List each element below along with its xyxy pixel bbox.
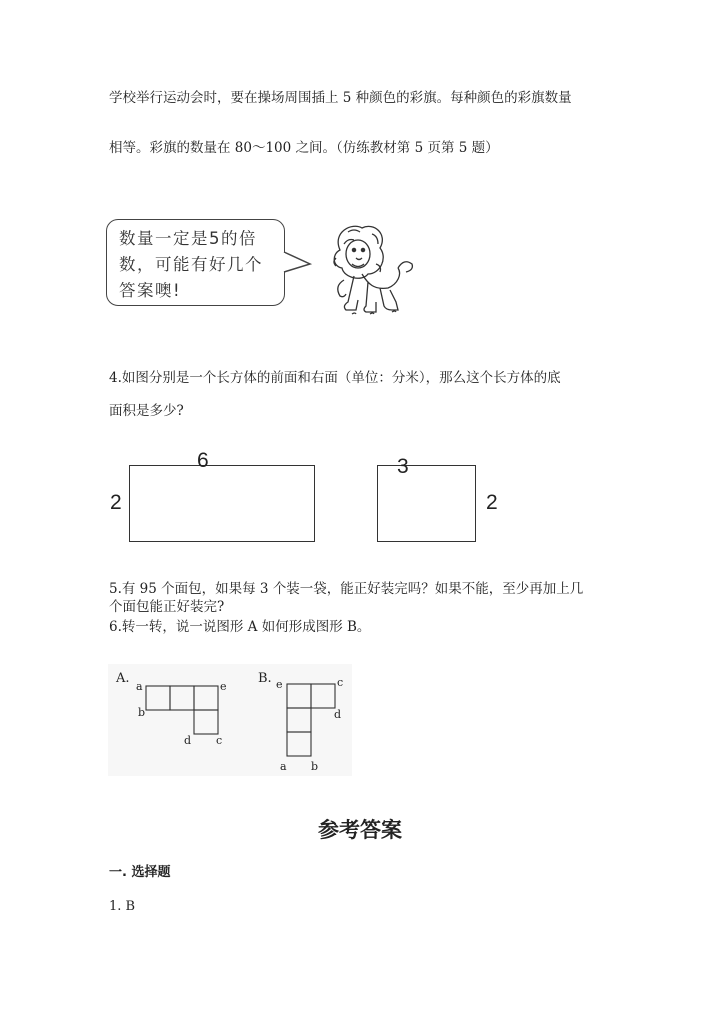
figure-a-point-d: d	[184, 734, 192, 747]
figure-b-point-a: a	[280, 760, 287, 773]
hint-text: 数量一定是5的倍数，可能有好几个答案噢!	[119, 229, 263, 300]
figure-b-point-c: c	[337, 676, 344, 689]
front-width-label: 6	[197, 449, 209, 472]
figure-a-point-b: b	[138, 706, 146, 719]
front-height-label: 2	[110, 491, 122, 514]
right-width-label: 3	[397, 455, 409, 478]
figure-a-point-a: a	[136, 680, 143, 693]
figure-a-point-e: e	[220, 680, 227, 693]
problem6-line1: 6.转一转，说一说图形 A 如何形成图形 B。	[109, 619, 371, 635]
problem3-line2: 相等。彩旗的数量在 80～100 之间。（仿练教材第 5 页第 5 题）	[109, 140, 499, 156]
figure-b-point-b: b	[311, 760, 319, 773]
problem4-line2: 面积是多少?	[109, 403, 184, 419]
right-height-label: 2	[486, 491, 498, 514]
problem4-line1: 4.如图分别是一个长方体的前面和右面（单位：分米），那么这个长方体的底	[109, 370, 561, 386]
problem5-line1: 5.有 95 个面包，如果每 3 个装一袋，能正好装完吗？如果不能，至少再加上几	[109, 581, 584, 597]
answer-item-1: 1. B	[109, 899, 136, 914]
figure-b-point-d: d	[334, 708, 342, 721]
problem5-line2: 个面包能正好装完?	[109, 599, 225, 615]
rotation-figures	[108, 664, 352, 776]
front-face-rectangle	[129, 465, 315, 542]
figure-b-label: B.	[258, 671, 272, 686]
figure-a-point-c: c	[216, 734, 223, 747]
problem3-line1: 学校举行运动会时，要在操场周围插上 5 种颜色的彩旗。每种颜色的彩旗数量	[109, 90, 572, 106]
figure-b-grid	[287, 684, 335, 756]
figure-a-label: A.	[116, 671, 130, 686]
lion-mascot-illustration	[318, 218, 418, 324]
right-face-rectangle	[377, 465, 476, 542]
figure-b-point-e: e	[276, 678, 283, 691]
choice-section-heading: 一. 选择题	[109, 865, 171, 880]
answer-section-title: 参考答案	[318, 817, 402, 842]
hint-speech-bubble	[106, 219, 285, 306]
figure-a-grid	[146, 686, 218, 734]
